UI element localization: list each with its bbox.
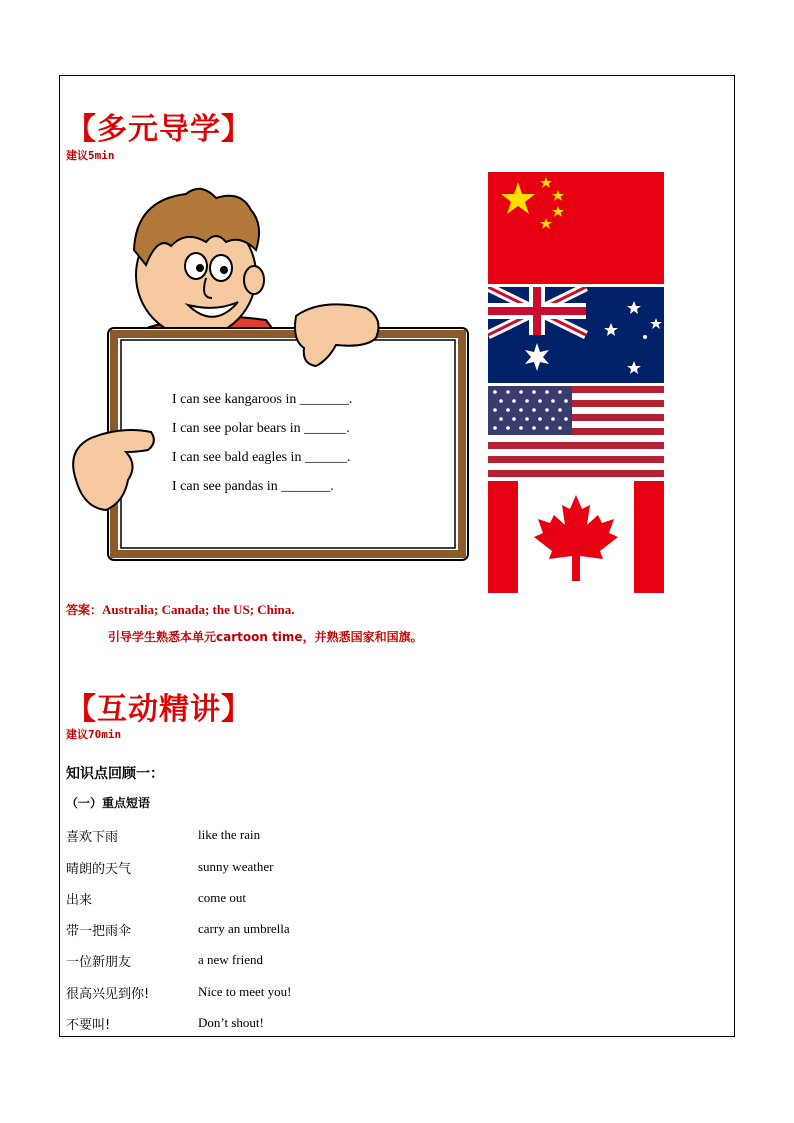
australia-flag bbox=[488, 287, 664, 383]
phrase-en: a new friend bbox=[198, 952, 263, 967]
board-line-3: I can see bald eagles in ______. bbox=[172, 450, 351, 465]
board-line-4: I can see pandas in _______. bbox=[172, 479, 334, 494]
key-phrases-subtitle: （一）重点短语 bbox=[66, 796, 151, 810]
phrase-cn: 带一把雨伞 bbox=[66, 924, 132, 939]
answer-label: 答案： bbox=[66, 603, 103, 617]
phrase-cn: 出来 bbox=[66, 893, 93, 908]
phrase-en: Don’t shout! bbox=[198, 1015, 264, 1030]
board-line-1: I can see kangaroos in _______. bbox=[172, 392, 353, 407]
guide-line bbox=[108, 628, 423, 645]
phrase-en: Nice to meet you! bbox=[198, 984, 292, 999]
suggested-time: 建议5min bbox=[66, 149, 115, 162]
guide-text: 引导学生熟悉本单元cartoon time，并熟悉国家和国旗。 bbox=[108, 630, 423, 644]
cartoon-boy-holding-board bbox=[66, 180, 476, 570]
answer-line bbox=[66, 601, 295, 618]
phrase-en: carry an umbrella bbox=[198, 921, 290, 936]
usa-flag bbox=[488, 386, 664, 478]
flags-column bbox=[488, 172, 664, 593]
section-title-interactive-lecture: 【互动精讲】 bbox=[66, 692, 252, 727]
phrase-en: like the rain bbox=[198, 827, 261, 842]
section-title-guided-learning: 【多元导学】 bbox=[66, 112, 252, 147]
phrase-en: sunny weather bbox=[198, 859, 274, 874]
phrase-en: come out bbox=[198, 890, 247, 905]
board-line-2: I can see polar bears in ______. bbox=[172, 421, 350, 436]
phrase-cn: 喜欢下雨 bbox=[66, 830, 119, 845]
china-flag bbox=[488, 172, 664, 284]
suggested-time-2: 建议70min bbox=[66, 728, 122, 741]
knowledge-review-title: 知识点回顾一： bbox=[66, 766, 164, 782]
answer-text: Australia; Canada; the US; China. bbox=[102, 602, 295, 617]
phrase-cn: 一位新朋友 bbox=[66, 955, 132, 970]
phrase-cn: 不要叫! bbox=[66, 1018, 111, 1033]
phrase-cn: 晴朗的天气 bbox=[66, 862, 132, 877]
phrase-cn: 很高兴见到你! bbox=[66, 987, 150, 1002]
canada-flag bbox=[488, 481, 664, 593]
